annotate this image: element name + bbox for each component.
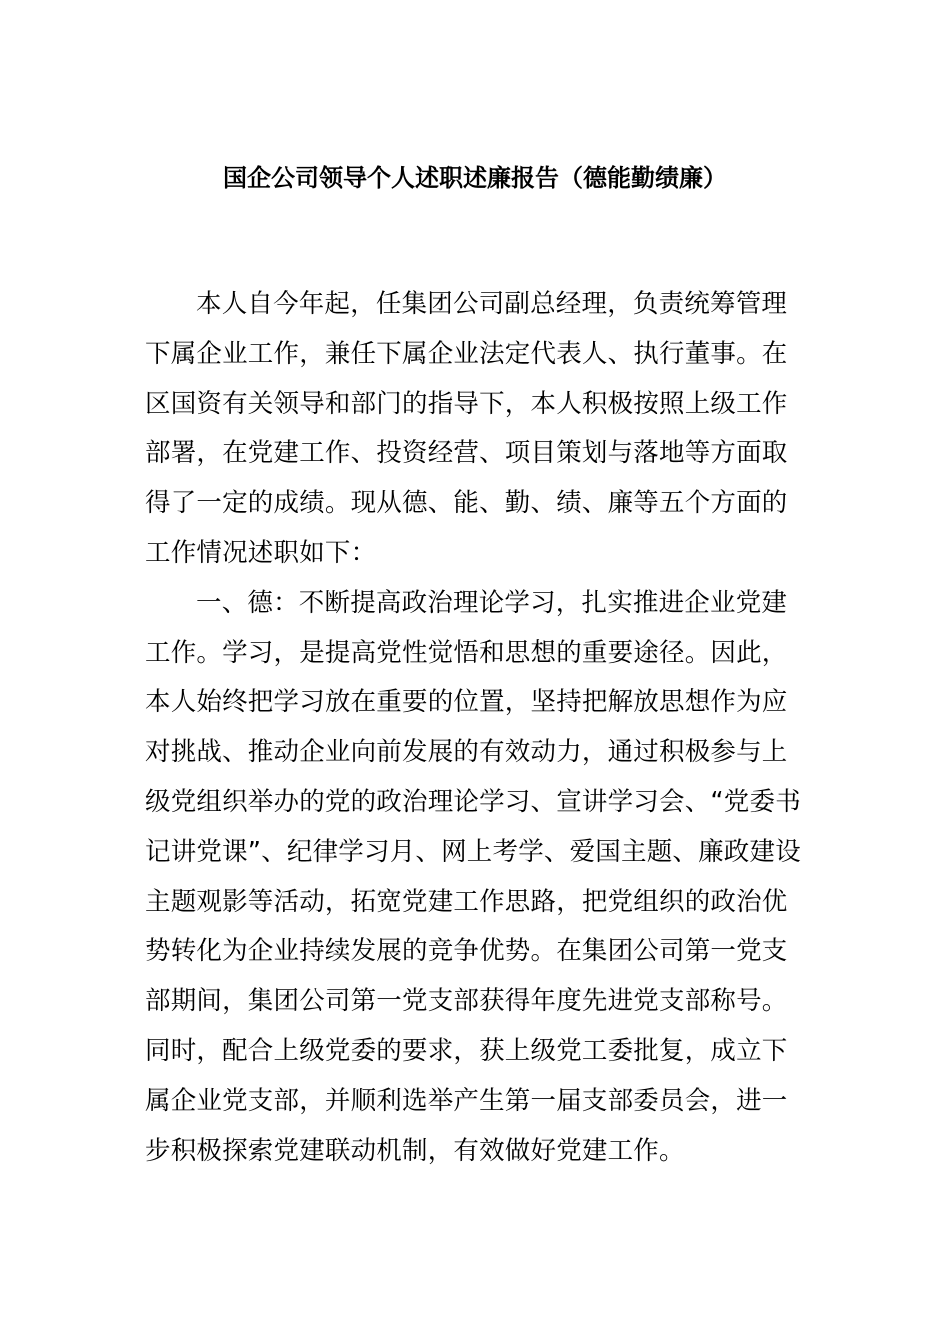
text-line: 得了一定的成绩。现从德、能、勤、绩、廉等五个方面的	[145, 488, 788, 519]
paragraph-intro	[145, 280, 807, 579]
text-line: 一、德：不断提高政治理论学习，扎实推进企业党建	[196, 587, 788, 618]
text-line: 对挑战、推动企业向前发展的有效动力，通过积极参与上	[145, 737, 788, 768]
text-line: 区国资有关领导和部门的指导下，本人积极按照上级工作	[145, 388, 788, 419]
text-line: 势转化为企业持续发展的竞争优势。在集团公司第一党支	[145, 936, 788, 967]
document-title: 国企公司领导个人述职述廉报告（德能勤绩廉）	[223, 164, 727, 192]
text-line: 属企业党支部，并顺利选举产生第一届支部委员会，进一	[145, 1085, 788, 1116]
text-line: 工作情况述职如下：	[145, 537, 377, 568]
text-line: 本人自今年起，任集团公司副总经理，负责统筹管理	[196, 289, 788, 319]
paragraph-section-de	[145, 579, 807, 1177]
document-body	[145, 280, 807, 1176]
text-line: 下属企业工作，兼任下属企业法定代表人、执行董事。在	[145, 338, 788, 369]
text-line: 同时，配合上级党委的要求，获上级党工委批复，成立下	[145, 1035, 788, 1066]
text-line: 本人始终把学习放在重要的位置，坚持把解放思想作为应	[145, 687, 788, 718]
text-line: 部期间，集团公司第一党支部获得年度先进党支部称号。	[145, 986, 788, 1017]
text-line: 级党组织举办的党的政治理论学习、宣讲学习会、“党委书	[145, 786, 801, 817]
text-line: 主题观影等活动，拓宽党建工作思路，把党组织的政治优	[145, 886, 788, 917]
text-line: 部署，在党建工作、投资经营、项目策划与落地等方面取	[145, 438, 788, 469]
text-line: 步积极探索党建联动机制，有效做好党建工作。	[145, 1135, 685, 1166]
text-line: 工作。学习，是提高党性觉悟和思想的重要途径。因此，	[145, 637, 788, 668]
text-line: 记讲党课”、纪律学习月、网上考学、爱国主题、廉政建设	[145, 836, 801, 867]
